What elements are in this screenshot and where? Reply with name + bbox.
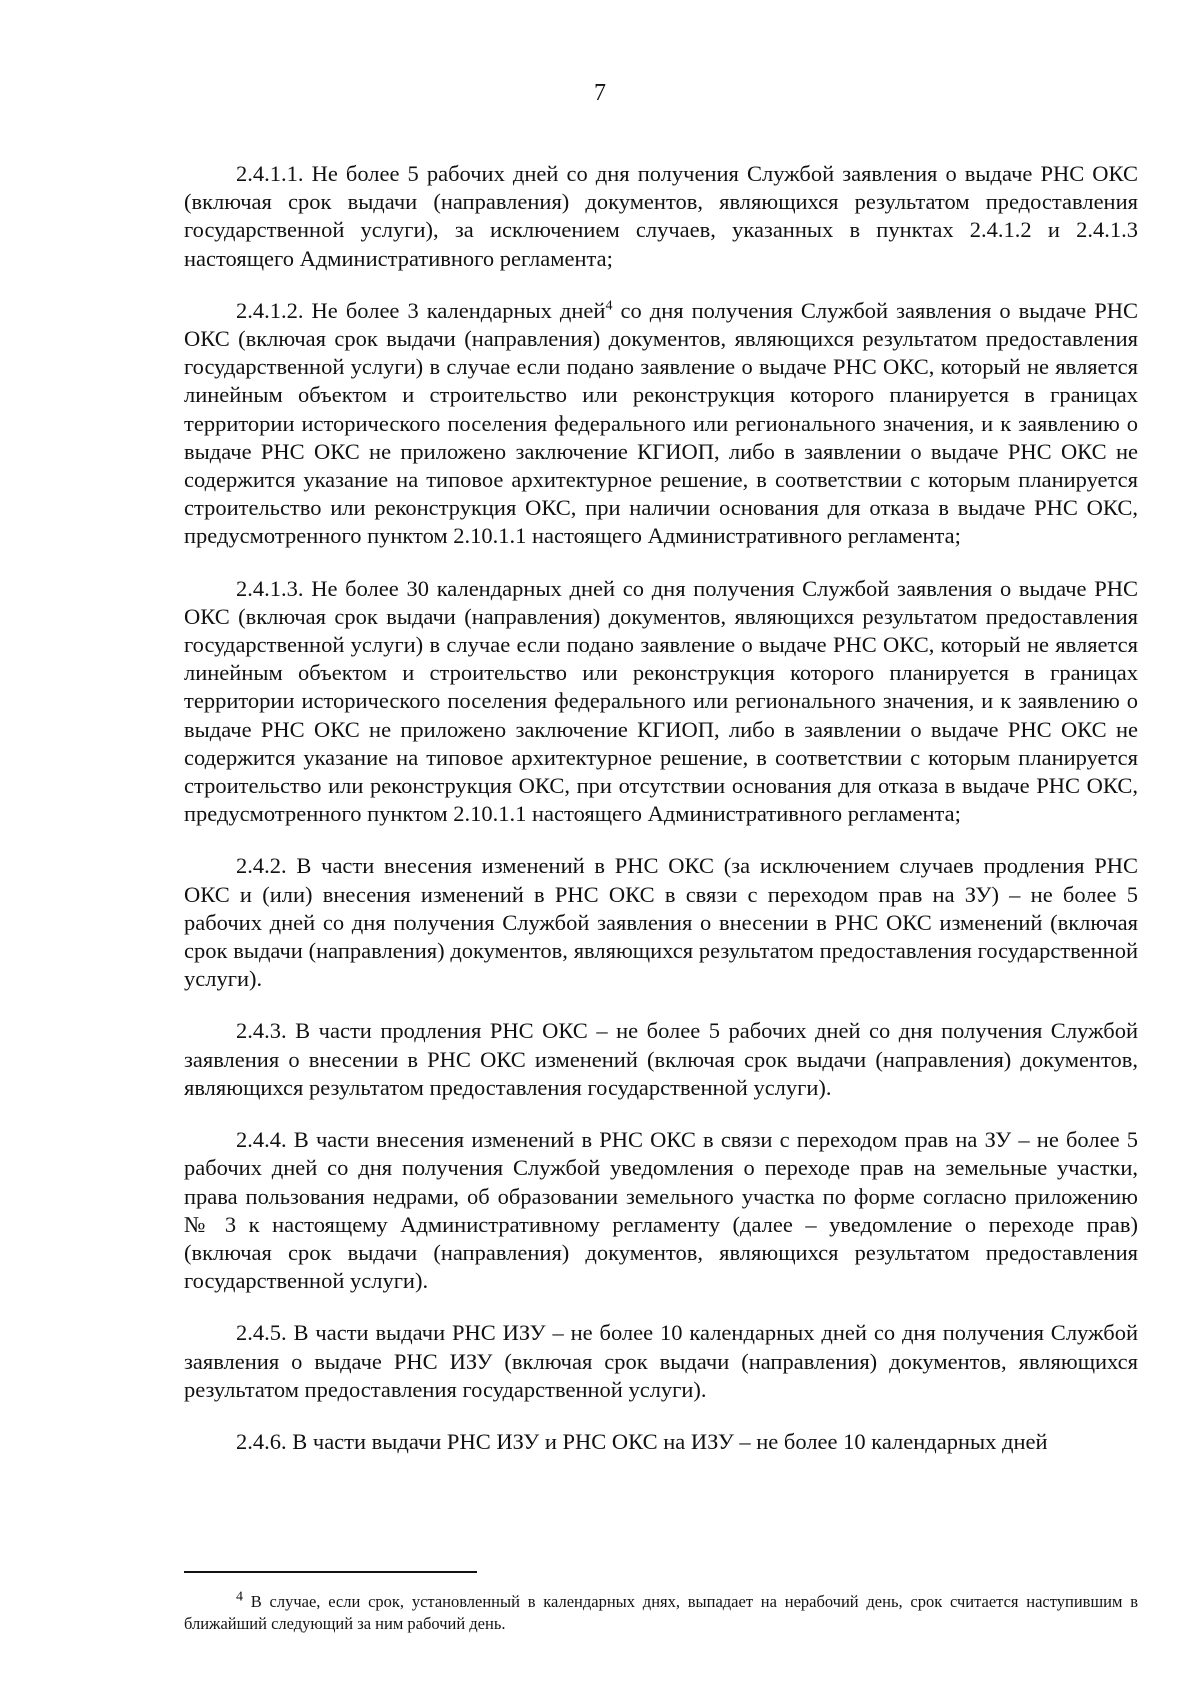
paragraph-2-4-5: 2.4.5. В части выдачи РНС ИЗУ – не более 10 календарных дней со дня получения Службой заявления о выдаче РНС ИЗУ (включая срок выдачи (направления) документов, являющихся результатом предоставления государственной услуги). bbox=[184, 1320, 1138, 1402]
paragraph-2-4-4: 2.4.4. В части внесения изменений в РНС ОКС в связи с переходом прав на ЗУ – не более 5 рабочих дней со дня получения Службой уведомления о переходе прав на земельные участки, права пользования недрами, об образовании земельного участка по форме согласно приложению № 3 к настоящему Административному регламенту (далее – уведомление о переходе прав) (включая срок выдачи (направления) документов, являющихся результатом предоставления государственной услуги). bbox=[184, 1127, 1138, 1294]
paragraph-2-4-6: 2.4.6. В части выдачи РНС ИЗУ и РНС ОКС на ИЗУ – не более 10 календарных дней bbox=[236, 1428, 1048, 1454]
paragraph-2-4-1-1: 2.4.1.1. Не более 5 рабочих дней со дня получения Службой заявления о выдаче РНС ОКС (включая срок выдачи (направления) документов, являющихся результатом предоставления государственной услуги), за исключением случаев, указанных в пунктах 2.4.1.2 и 2.4.1.3 настоящего Административного регламента; bbox=[184, 161, 1138, 271]
paragraph-2-4-1-2 bbox=[184, 297, 1138, 551]
paragraph-2-4-2: 2.4.2. В части внесения изменений в РНС ОКС (за исключением случаев продления РНС ОКС и (или) внесения изменений в РНС ОКС в связи с переходом прав на ЗУ) – не более 5 рабочих дней со дня получения Службой заявления о внесении в РНС ОКС изменений (включая срок выдачи (направления) документов, являющихся результатом предоставления государственной услуги). bbox=[184, 853, 1138, 992]
footnote-reference[interactable]: 4 bbox=[605, 298, 613, 314]
page-number: 7 bbox=[594, 80, 606, 106]
document-body bbox=[184, 160, 1138, 1456]
paragraph-text-before-ref: 2.4.1.2. Не более 3 календарных дней bbox=[236, 297, 606, 323]
footnote-marker: 4 bbox=[236, 1589, 243, 1605]
paragraph-2-4-3: 2.4.3. В части продления РНС ОКС – не более 5 рабочих дней со дня получения Службой заявления о внесении в РНС ОКС изменений (включая срок выдачи (направления) документов, являющихся результатом предоставления государственной услуги). bbox=[184, 1018, 1138, 1100]
footnote bbox=[184, 1591, 1138, 1635]
paragraph-text-after-ref: со дня получения Службой заявления о выдаче РНС ОКС (включая срок выдачи (направления) документов, являющихся результатом предоставления государственной услуги) в случае если подано заявление о выдаче РНС ОКС, который не является линейным объектом и строительство или реконструкция которого планируется в границах территории исторического поселения федерального или регионального значения, и к заявлению о выдаче РНС ОКС не приложено заключение КГИОП, либо в заявлении о выдаче РНС ОКС не содержится указание на типовое архитектурное решение, в соответствии с которым планируется строительство или реконструкция ОКС, при наличии основания для отказа в выдаче РНС ОКС, предусмотренного пунктом 2.10.1.1 настоящего Административного регламента; bbox=[184, 297, 1139, 549]
footnote-text: В случае, если срок, установленный в календарных днях, выпадает на нерабочий день, срок считается наступившим в ближайший следующий за ним рабочий день. bbox=[184, 1592, 1138, 1633]
paragraph-2-4-1-3: 2.4.1.3. Не более 30 календарных дней со дня получения Службой заявления о выдаче РНС ОКС (включая срок выдачи (направления) документов, являющихся результатом предоставления государственной услуги) в случае если подано заявление о выдаче РНС ОКС, который не является линейным объектом и строительство или реконструкция которого планируется в границах территории исторического поселения федерального или регионального значения, и к заявлению о выдаче РНС ОКС не приложено заключение КГИОП, либо в заявлении о выдаче РНС ОКС не содержится указание на типовое архитектурное решение, в соответствии с которым планируется строительство или реконструкция ОКС, при отсутствии основания для отказа в выдаче РНС ОКС, предусмотренного пунктом 2.10.1.1 настоящего Административного регламента; bbox=[184, 575, 1138, 827]
footnote-separator bbox=[184, 1571, 477, 1573]
